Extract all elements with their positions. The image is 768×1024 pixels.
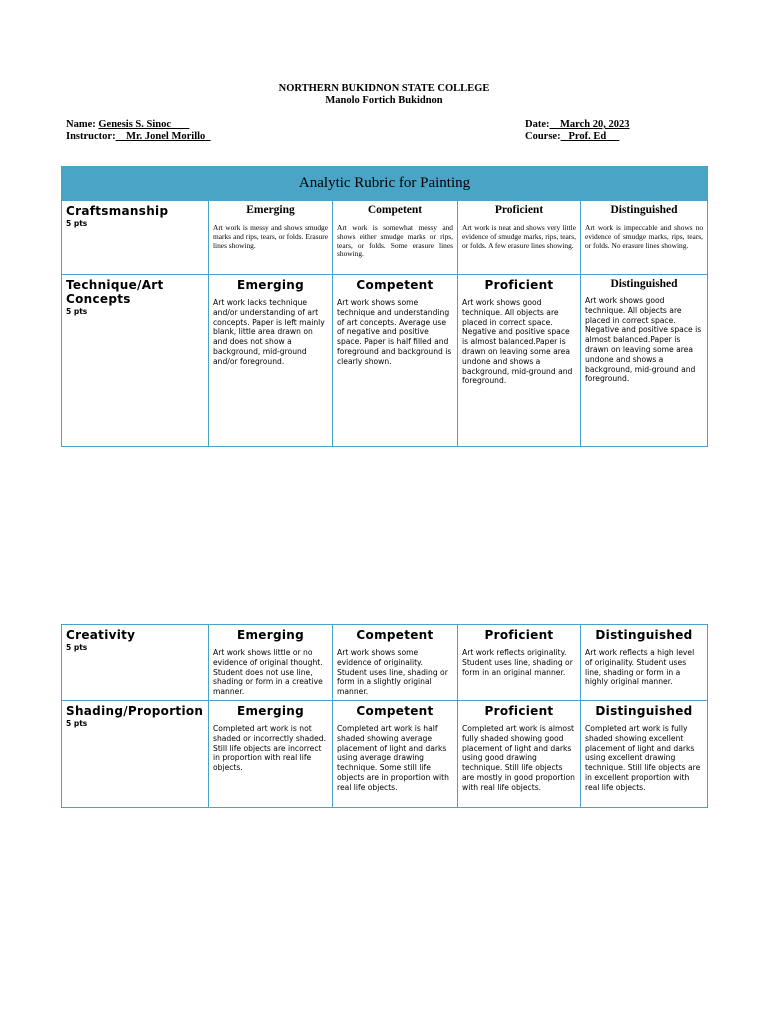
- level-cell-distinguished: [581, 275, 708, 447]
- level-description: Art work is somewhat messy and shows either smudge marks or rips, tears, or folds. Some erasure lines showing.: [337, 223, 453, 259]
- criterion-name: Shading/Proportion: [66, 704, 204, 718]
- level-cell-emerging: [209, 625, 333, 701]
- level-label: Emerging: [237, 628, 304, 642]
- instructor-line: [66, 131, 211, 142]
- criterion-cell: [62, 701, 209, 808]
- level-description: Art work is impeccable and shows no evidence of smudge marks, rips, tears, or folds. No erasure lines showing.: [585, 223, 704, 250]
- level-cell-emerging: [209, 275, 333, 447]
- criterion-points: 5 pts: [66, 719, 88, 728]
- name-label: Name:: [66, 119, 96, 130]
- level-label: Competent: [356, 628, 434, 642]
- level-label: Competent: [356, 278, 434, 292]
- criterion-name: Craftsmanship: [66, 204, 169, 218]
- criterion-name: Technique/Art Concepts: [66, 278, 164, 306]
- level-description: Art work shows some technique and understanding of art concepts. Average use of negative and positive space. Paper is half filled and foreground and background is clearly shown.: [337, 298, 452, 366]
- course-value: Prof. Ed: [568, 131, 607, 142]
- date-label: Date:: [525, 119, 550, 130]
- criterion-points: 5 pts: [66, 307, 88, 316]
- criterion-name: Creativity: [66, 628, 136, 642]
- criterion-points: 5 pts: [66, 219, 88, 228]
- level-label: Proficient: [484, 628, 554, 642]
- level-cell-distinguished: [581, 201, 708, 275]
- level-label: Distinguished: [595, 628, 693, 642]
- level-label: Emerging: [237, 704, 304, 718]
- level-label: Proficient: [484, 278, 554, 292]
- level-label: Proficient: [484, 704, 554, 718]
- course-label: Course:: [525, 131, 561, 142]
- level-description: Completed art work is fully shaded showing excellent placement of light and darks using excellent drawing technique. Still life objects are in excellent proportion with real life objects.: [585, 724, 701, 792]
- date-value: March 20, 2023: [560, 119, 630, 130]
- level-cell-distinguished: [581, 701, 708, 808]
- criterion-points: 5 pts: [66, 643, 88, 652]
- level-description: Art work reflects a high level of originality. Student uses line, shading or form in a highly original manner.: [585, 648, 695, 687]
- level-description: Art work reflects originality. Student uses line, shading or form in an original manner.: [462, 648, 573, 677]
- level-description: Art work shows some evidence of originality. Student uses line, shading or form in a slightly original manner.: [337, 648, 448, 697]
- level-label: Distinguished: [595, 704, 693, 718]
- level-cell-distinguished: [581, 625, 708, 701]
- level-cell-proficient: [458, 625, 581, 701]
- level-description: Completed art work is half shaded showing average placement of light and darks using average drawing technique. Some still life objects are in proportion with real life objects.: [337, 724, 449, 792]
- level-label: Emerging: [246, 204, 295, 216]
- level-label: Distinguished: [610, 278, 678, 290]
- level-cell-competent: [333, 201, 458, 275]
- level-description: Art work is neat and shows very little evidence of smudge marks, rips, tears, or folds. A few erasure lines showing.: [462, 223, 576, 250]
- level-cell-emerging: [209, 701, 333, 808]
- rubric-table-top: [61, 166, 708, 447]
- level-cell-proficient: [458, 201, 581, 275]
- criterion-cell: [62, 625, 209, 701]
- level-label: Distinguished: [610, 204, 678, 216]
- level-cell-competent: [333, 625, 458, 701]
- date-line: [525, 119, 630, 130]
- level-cell-proficient: [458, 701, 581, 808]
- rubric-table-bottom: [61, 624, 708, 808]
- criterion-cell: [62, 201, 209, 275]
- college-name: NORTHERN BUKIDNON STATE COLLEGE: [278, 83, 490, 94]
- level-cell-competent: [333, 701, 458, 808]
- level-description: Completed art work is not shaded or incorrectly shaded. Still life objects are incorrect in proportion with real life objects.: [213, 724, 327, 773]
- level-description: Art work lacks technique and/or understanding of art concepts. Paper is left mainly blank, little area drawn on and does not show a background, mid-ground and/or foreground.: [213, 298, 325, 366]
- course-line: [525, 131, 619, 142]
- rubric-row-craftsmanship: [62, 201, 708, 275]
- level-description: Art work is messy and shows smudge marks and rips, tears, or folds. Erasure lines showing.: [213, 223, 328, 250]
- instructor-value: Mr. Jonel Morillo: [126, 131, 206, 142]
- level-label: Emerging: [237, 278, 304, 292]
- level-label: Competent: [356, 704, 434, 718]
- level-description: Completed art work is almost fully shaded showing good placement of light and darks using good drawing technique. Still life objects are mostly in good proportion with real life objects.: [462, 724, 575, 792]
- level-label: Competent: [367, 204, 423, 216]
- rubric-row-shading: [62, 701, 708, 808]
- rubric-row-technique: [62, 275, 708, 447]
- criterion-cell: [62, 275, 209, 447]
- instructor-label: Instructor:: [66, 131, 116, 142]
- level-cell-competent: [333, 275, 458, 447]
- name-line: [66, 119, 189, 130]
- level-cell-emerging: [209, 201, 333, 275]
- rubric-title: Analytic Rubric for Painting: [62, 167, 708, 201]
- rubric-row-creativity: [62, 625, 708, 701]
- level-description: Art work shows little or no evidence of original thought. Student does not use line, shading or form in a creative manner.: [213, 648, 323, 697]
- name-value: Genesis S. Sinoc: [98, 119, 172, 130]
- level-description: Art work shows good technique. All objects are placed in correct space. Negative and positive space is almost balanced.Paper is drawn on leaving some area undone and shows a background, mid-ground and foreground.: [462, 298, 573, 386]
- level-label: Proficient: [494, 204, 544, 216]
- level-description: Art work shows good technique. All objects are placed in correct space. Negative and positive space is almost balanced.Paper is drawn on leaving some area undone and shows a background, mid-ground and foreground.: [585, 296, 702, 384]
- college-location: Manolo Fortich Bukidnon: [325, 95, 443, 106]
- level-cell-proficient: [458, 275, 581, 447]
